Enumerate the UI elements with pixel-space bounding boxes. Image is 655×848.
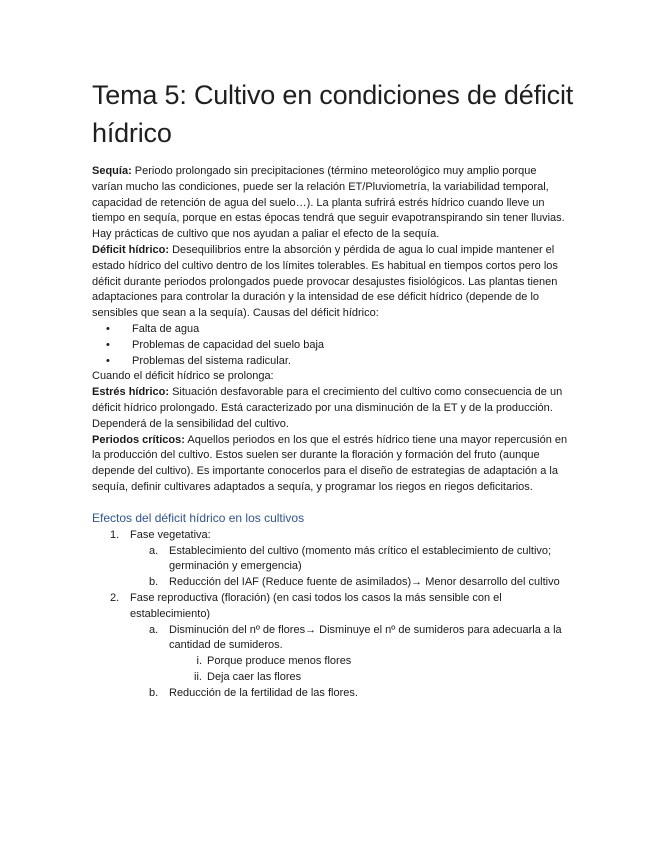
item-text-after: Disminuye el nº de sumideros para adecuarla a la cantidad de sumideros. [169,623,562,652]
definition-sequia: Periodo prolongado sin precipitaciones (término meteorológico muy amplio porque varían mucho las condiciones, puede ser la relación ET/Pluviometría, la variabilidad temporal, capacidad de retención de agua del suelo…). La planta sufrirá estrés hídrico cuando lleve un tiempo en sequía, porque en estas épocas tendrá que seguir evapotranspirando sin tener lluvias. Hay prácticas de cultivo que nos ayudan a paliar el efecto de la sequía. [92,165,565,241]
paragraph-prolonga: Cuando el déficit hídrico se prolonga: [92,370,274,383]
term-criticos: Periodos críticos: [92,433,185,446]
list-item [92,654,570,670]
item-text: Reducción del IAF (Reduce fuente de asimilados) [169,576,412,589]
item-text: Reducción de la fertilidad de las flores. [169,686,358,699]
term-deficit: Déficit hídrico: [92,243,170,256]
item-text: Fase vegetativa: [130,528,211,541]
list-item [92,591,570,623]
arrow-right-icon: → [305,623,317,636]
document-body [92,164,570,702]
paragraph-deficit [92,243,570,322]
item-number: a. [149,623,159,636]
item-number: ii. [194,670,202,683]
arrow-right-icon: → [411,576,423,589]
item-text: Porque produce menos flores [207,655,352,668]
paragraph-criticos [92,433,570,496]
causes-list [92,322,570,369]
item-number: a. [149,544,159,557]
list-item [92,670,570,686]
section-heading: Efectos del déficit hídrico en los cultivos [92,510,305,525]
list-item [92,544,570,576]
item-number: b. [149,686,159,699]
list-item [92,623,570,655]
list-item [92,575,570,591]
paragraph-sequia [92,164,570,243]
item-number: 2. [110,591,120,604]
term-sequia: Sequía: [92,165,132,177]
page-title: Tema 5: Cultivo en condiciones de déficit hídrico [92,80,574,148]
list-item [92,528,570,544]
item-number: b. [149,576,159,589]
item-text-after: Menor desarrollo del cultivo [422,576,560,589]
paragraph-estres [92,385,570,432]
item-text: Deja caer las flores [207,670,302,683]
definition-estres: Situación desfavorable para el crecimiento del cultivo como consecuencia de un déficit hídrico prolongado. Está caracterizado por una disminución de la ET y de la producción. Dependerá de la sensibilidad del cultivo. [92,386,563,430]
item-text: Establecimiento del cultivo (momento más crítico el establecimiento de cultivo; germinación y emergencia) [169,544,552,573]
item-text: Fase reproductiva (floración) (en casi todos los casos la más sensible con el establecimiento) [130,591,502,620]
item-number: i. [196,655,202,668]
item-number: 1. [110,528,120,541]
list-item [92,686,570,702]
term-estres: Estrés hídrico: [92,386,170,399]
list-item: • Falta de agua [132,322,570,338]
definition-criticos: Aquellos periodos en los que el estrés hídrico tiene una mayor repercusión en la producción del cultivo. Estos suelen ser durante la floración y formación del fruto (aunque depende del cultivo). Es importante conocerlos para el diseño de estrategias de adaptación a la sequía, definir cultivares adaptados a sequía, y programar los riegos en riegos deficitarios. [92,433,568,493]
item-text: Disminución del nº de flores [169,623,306,636]
list-item: • Problemas de capacidad del suelo baja [132,338,570,354]
list-item: • Problemas del sistema radicular. [132,354,570,370]
definition-deficit: Desequilibrios entre la absorción y pérdida de agua lo cual impide mantener el estado hídrico del cultivo dentro de los límites tolerables. Es habitual en tiempos cortos pero los déficit durante periodos prolongados puede provocar desajustes fisiológicos. Las plantas tienen adaptaciones para controlar la duración y la intensidad de ese déficit hídrico (depende de lo sensibles que sean a la sequía). Causas del déficit hídrico: [92,243,558,320]
